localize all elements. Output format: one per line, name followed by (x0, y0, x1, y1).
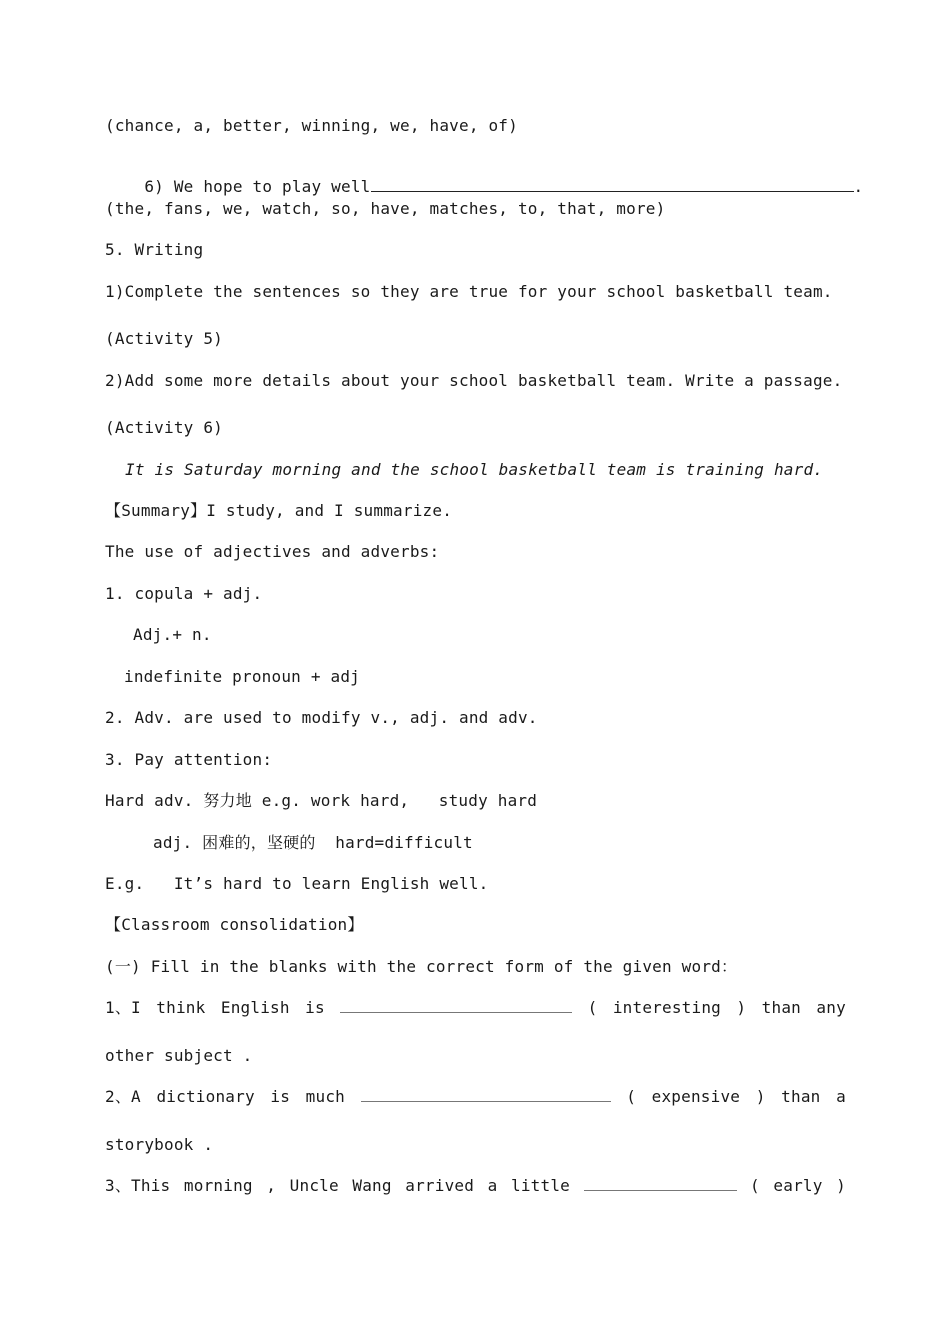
activity-ref: (Activity 5) (105, 329, 223, 348)
period: . (853, 177, 864, 196)
question-3 (105, 1176, 846, 1196)
q3-word: little (510, 1176, 570, 1195)
question-2-continued: storybook . (105, 1135, 214, 1154)
summary-intro: The use of adjectives and adverbs: (105, 542, 440, 561)
q2-word: ) (755, 1087, 766, 1106)
q1-word: ( (587, 998, 598, 1017)
rule-3: 3. Pay attention: (105, 750, 273, 769)
q2-hint-word: expensive (651, 1087, 741, 1106)
writing-task-2: 2)Add some more details about your school basketball team. Write a passage. (105, 371, 843, 390)
q2-word: ( (626, 1087, 637, 1106)
summary-heading: 【Summary】I study, and I summarize. (105, 501, 453, 520)
q2-word: than (781, 1087, 821, 1106)
rule-1c: indefinite pronoun + adj (124, 667, 360, 686)
answer-blank[interactable] (361, 1087, 611, 1102)
rule-1: 1. copula + adj. (105, 584, 263, 603)
q1-word: ) (736, 998, 747, 1017)
rule-1b: Adj.+ n. (133, 625, 212, 644)
q3-word: 3、This (105, 1176, 171, 1195)
question-1-continued: other subject . (105, 1046, 253, 1065)
q2-word: a (836, 1087, 846, 1106)
q1-word: 1、I (105, 998, 141, 1017)
q3-hint-word: early (773, 1176, 823, 1195)
exercise-6-text: 6) We hope to play well (144, 177, 371, 196)
exercise-instruction: (一) Fill in the blanks with the correct form of the given word： (105, 957, 738, 976)
hard-adj-note: adj. 困难的，坚硬的 hard=difficult (153, 833, 473, 852)
q1-hint-word: interesting (612, 998, 722, 1017)
q3-word: , (266, 1176, 277, 1195)
q1-word: than (761, 998, 802, 1017)
q1-word: think (156, 998, 206, 1017)
q3-word: ) (836, 1176, 846, 1195)
q3-word: Wang (352, 1176, 392, 1195)
q3-word: Uncle (289, 1176, 339, 1195)
q3-word: morning (183, 1176, 253, 1195)
question-1 (105, 998, 846, 1018)
q2-word: much (305, 1087, 345, 1106)
passage-start: It is Saturday morning and the school basketball team is training hard. (125, 460, 824, 479)
q2-word: 2、A (105, 1087, 141, 1106)
q2-word: is (270, 1087, 291, 1106)
answer-blank[interactable] (340, 998, 572, 1013)
writing-task-1: 1)Complete the sentences so they are true for your school basketball team. (105, 282, 833, 301)
q3-word: ( (750, 1176, 760, 1195)
question-2 (105, 1087, 846, 1107)
activity-ref: (Activity 6) (105, 418, 223, 437)
example-sentence: E.g. It’s hard to learn English well. (105, 874, 489, 893)
word-hint-line: (the, fans, we, watch, so, have, matches, to, that, more) (105, 199, 666, 218)
hard-adv-note: Hard adv. 努力地 e.g. work hard, study hard (105, 791, 538, 810)
q1-word: is (305, 998, 325, 1017)
q3-word: a (487, 1176, 498, 1195)
word-hint-line: (chance, a, better, winning, we, have, of) (105, 116, 518, 135)
answer-blank[interactable] (371, 177, 854, 192)
consolidation-heading: 【Classroom consolidation】 (105, 915, 364, 934)
q3-word: arrived (405, 1176, 475, 1195)
rule-2: 2. Adv. are used to modify v., adj. and adv. (105, 708, 538, 727)
section-heading: 5. Writing (105, 240, 204, 259)
answer-blank[interactable] (584, 1176, 737, 1191)
q1-word: any (816, 998, 846, 1017)
q1-word: English (220, 998, 290, 1017)
q2-word: dictionary (156, 1087, 255, 1106)
